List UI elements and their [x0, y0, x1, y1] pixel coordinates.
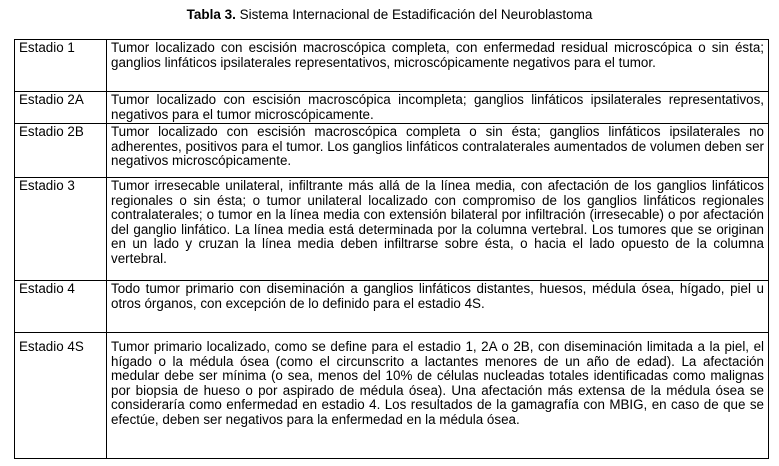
description-cell: Tumor irresecable unilateral, infiltrante más allá de la línea media, con afectación de los ganglios linfáticos regionales o sin ésta; o tumor unilateral localizado con compromiso de los ganglios linfáticos regionales contralaterales; o tumor en la línea media con extensión bilateral por infiltración (irresecable) o por afectación del ganglio linfático. La línea media está determinada por la columna vertebral. Los tumores que se originan en un lado y cruzan la línea media deben infiltrarse sobre ésta, o hacia el lado opuesto de la columna vertebral. — [107, 178, 769, 281]
table-row-estadio-4 — [15, 281, 769, 333]
stage-cell: Estadio 4 — [15, 281, 107, 333]
table-row-estadio-3 — [15, 178, 769, 281]
stage-cell: Estadio 1 — [15, 40, 107, 92]
table-caption — [0, 7, 779, 23]
table-title: Sistema Internacional de Estadificación del Neuroblastoma — [239, 7, 593, 22]
stage-cell: Estadio 2B — [15, 124, 107, 178]
table-row-estadio-1 — [15, 40, 769, 92]
staging-table — [14, 39, 769, 459]
stage-cell: Estadio 3 — [15, 178, 107, 281]
table-row-estadio-4s — [15, 333, 769, 459]
description-cell: Todo tumor primario con diseminación a ganglios linfáticos distantes, huesos, médula ósea, hígado, piel u otros órganos, con excepción de lo definido para el estadio 4S. — [107, 281, 769, 333]
stage-cell: Estadio 4S — [15, 333, 107, 459]
table-row-estadio-2b — [15, 124, 769, 178]
description-cell: Tumor primario localizado, como se define para el estadio 1, 2A o 2B, con diseminación limitada a la piel, el hígado o la médula ósea (como el circunscrito a lactantes menores de un año de edad). La afectación medular debe ser mínima (o sea, menos del 10% de células nucleadas totales identificadas como malignas por biopsia de hueso o por aspirado de médula ósea). Una afectación más extensa de la médula ósea se consideraría como enfermedad en estadio 4. Los resultados de la gamagrafía con MBIG, en caso de que se efectúe, deben ser negativos para la enfermedad en la médula ósea. — [107, 333, 769, 459]
table-row-estadio-2a — [15, 92, 769, 124]
description-cell: Tumor localizado con escisión macroscópica completa, con enfermedad residual microscópica o sin ésta; ganglios linfáticos ipsilaterales representativos, microscópicamente negativos para el tumor. — [107, 40, 769, 92]
table-number: Tabla 3. — [186, 7, 236, 22]
description-cell: Tumor localizado con escisión macroscópica incompleta; ganglios linfáticos ipsilaterales representativos, negativos para el tumor microscópicamente. — [107, 92, 769, 124]
stage-cell: Estadio 2A — [15, 92, 107, 124]
description-cell: Tumor localizado con escisión macroscópica completa o sin ésta; ganglios linfáticos ipsilaterales no adherentes, positivos para el tumor. Los ganglios linfáticos contralaterales aumentados de volumen deben ser negativos microscópicamente. — [107, 124, 769, 178]
